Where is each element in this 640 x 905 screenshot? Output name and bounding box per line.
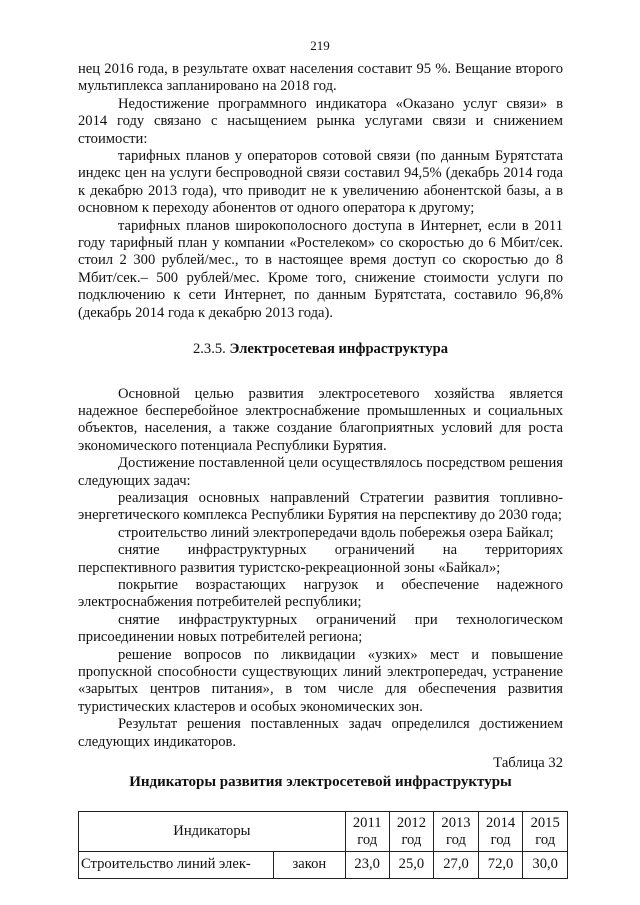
paragraph: реализация основных направлений Стратегии развития топливно-энергетического комплекса Республики Бурятия на перспективу до 2030 года;	[78, 489, 563, 524]
header-year-value: 2011	[352, 814, 382, 831]
header-year-value: 2014	[485, 814, 516, 831]
header-year-unit: год	[446, 831, 466, 848]
paragraph: строительство линий электропередачи вдоль побережья озера Байкал;	[118, 524, 554, 541]
row-indicator-name: Строительство линий элек-	[79, 851, 274, 878]
paragraph: Основной целью развития электросетевого хозяйства является надежное бесперебойное электроснабжение промышленных и социальных объектов, населения, а также создание благоприятных условий для роста экономического потенциала Республики Бурятия.	[78, 385, 563, 454]
paragraph: решение вопросов по ликвидации «узких» мест и повышение пропускной способности существующих линий электропередач, устранение «зарытых центров питания», в том числе для обеспечения развития туристических кластеров и особых экономических зон.	[78, 646, 563, 715]
header-year-value: 2015	[530, 814, 560, 831]
header-year-unit: год	[535, 831, 556, 848]
document-body	[78, 61, 563, 879]
header-year	[523, 811, 568, 851]
header-year-value: 2012	[396, 814, 426, 831]
header-year	[389, 811, 434, 851]
table-caption: Таблица 32	[493, 755, 563, 772]
indicators-table	[78, 811, 568, 879]
row-value: 30,0	[523, 851, 568, 878]
paragraph: Недостижение программного индикатора «Оказано услуг связи» в 2014 году связано с насыщением рынка услугами связи и снижением стоимости:	[78, 95, 563, 147]
header-indicators: Индикаторы	[79, 811, 346, 851]
section-title: Электросетевая инфраструктура	[229, 341, 448, 358]
header-year-unit: год	[490, 831, 511, 848]
row-indicator-type: закон	[274, 851, 346, 878]
header-year	[478, 811, 523, 851]
header-year-value: 2013	[441, 814, 471, 831]
table-header-row	[79, 811, 568, 851]
paragraph: нец 2016 года, в результате охват населения составит 95 %. Вещание второго мультиплекса запланировано на 2018 год.	[78, 61, 563, 95]
table-row	[79, 851, 568, 878]
row-value: 23,0	[345, 851, 389, 878]
paragraph: покрытие возрастающих нагрузок и обеспечение надежного электроснабжения потребителей республики;	[78, 576, 563, 611]
row-value: 25,0	[389, 851, 434, 878]
page-number: 219	[310, 38, 330, 53]
table-title: Индикаторы развития электросетевой инфраструктуры	[129, 774, 512, 791]
section-heading	[78, 341, 563, 358]
header-year-unit: год	[357, 831, 378, 848]
row-value: 27,0	[434, 851, 479, 878]
paragraph: тарифных планов широкополосного доступа в Интернет, если в 2011 году тарифный план у компании «Ростелеком» со скоростью до 6 Мбит/сек. стоил 2 300 рублей/мес., то в настоящее время доступ со скоростью до 8 Мбит/сек.– 500 рублей/мес. Кроме того, снижение стоимости услуги по подключению к сети Интернет, по данным Бурятстата, составило 96,8% (декабрь 2014 года к декабрю 2013 года).	[78, 217, 563, 321]
row-value: 72,0	[478, 851, 523, 878]
paragraph: снятие инфраструктурных ограничений на территориях перспективного развития туристско-рекреационной зоны «Байкал»;	[78, 542, 563, 576]
paragraph: Результат решения поставленных задач определился достижением следующих индикаторов.	[78, 716, 563, 750]
section-number: 2.3.5.	[192, 341, 226, 358]
header-year	[345, 811, 389, 851]
header-year	[434, 811, 479, 851]
paragraph: снятие инфраструктурных ограничений при технологическом присоединении новых потребителей региона;	[78, 611, 563, 646]
paragraph: тарифных планов у операторов сотовой связи (по данным Бурятстата индекс цен на услуги беспроводной связи составил 94,5% (декабрь 2014 года к декабрю 2013 года), что приводит не к увеличению абонентской базы, а в основном к переходу абонентов от одного оператора к другому;	[78, 148, 563, 217]
header-year-unit: год	[401, 831, 422, 848]
paragraph: Достижение поставленной цели осуществлялось посредством решения следующих задач:	[78, 455, 563, 489]
